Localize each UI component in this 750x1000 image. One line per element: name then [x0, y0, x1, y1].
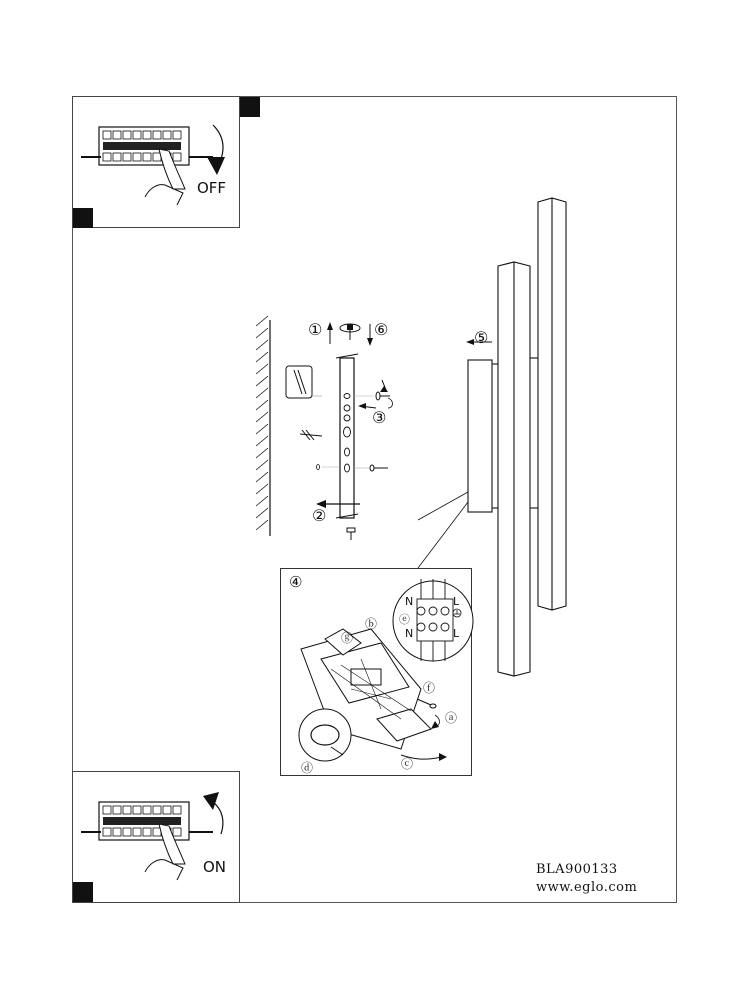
power-off-inset [72, 96, 240, 228]
callout-e: ⓔ [399, 613, 410, 626]
callout-f: ⓕ [423, 681, 436, 695]
luminaire-drawing [460, 190, 600, 690]
terminal-label-l-top: L [453, 595, 460, 608]
hand-switch-icon [73, 97, 241, 229]
on-label: ON [203, 858, 227, 876]
mounting-diagram [250, 310, 410, 550]
wall-hatch-icon [256, 316, 270, 536]
step-3-label: ③ [372, 408, 387, 427]
off-label: OFF [197, 179, 227, 197]
wiring-illustration [281, 569, 473, 777]
corner-marker [73, 882, 93, 902]
dowel-icon [286, 366, 322, 398]
step-6-label: ⑥ [374, 320, 389, 339]
terminal-label-n-top: N [405, 595, 414, 608]
terminal-label-l-bottom: L [453, 627, 460, 640]
corner-marker [73, 208, 93, 228]
step-5-label: ⑤ [474, 328, 489, 347]
hand-switch-icon [73, 772, 241, 904]
callout-g: ⓖ [341, 631, 354, 645]
screw-icon [370, 392, 390, 471]
power-on-inset [72, 771, 240, 903]
callout-d: ⓓ [301, 761, 314, 775]
step-2-label: ② [312, 506, 327, 525]
terminal-label-n-bottom: N [405, 627, 414, 640]
step-1-label: ① [308, 320, 323, 339]
callout-b: ⓑ [365, 617, 378, 631]
website-url: www.eglo.com [536, 880, 638, 895]
callout-a: ⓐ [445, 711, 458, 725]
wiring-detail [280, 568, 472, 776]
model-number: BLA900133 [536, 862, 618, 877]
corner-marker [240, 97, 260, 117]
step-4-label: ④ [289, 573, 303, 591]
callout-c: ⓒ [401, 757, 414, 771]
